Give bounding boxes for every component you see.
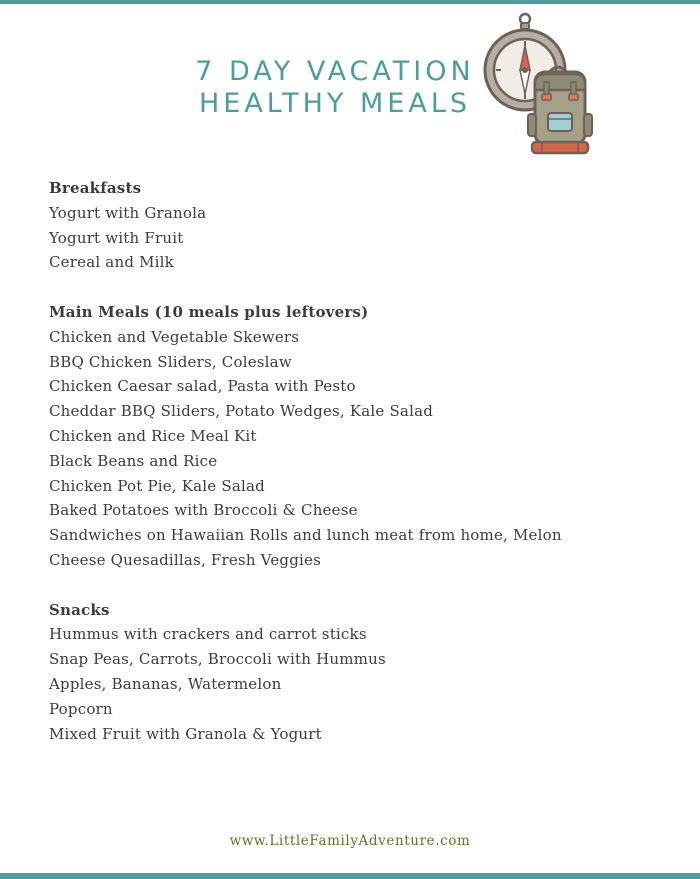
top-accent-bar: [0, 0, 700, 4]
list-item: Yogurt with Granola: [49, 203, 207, 222]
list-item: Cereal and Milk: [49, 253, 174, 272]
page-title-line-2: HEALTHY MEALS: [198, 88, 472, 119]
breakfasts-heading: Breakfasts: [49, 179, 142, 197]
list-item: Chicken Pot Pie, Kale Salad: [49, 476, 265, 495]
list-item: Black Beans and Rice: [49, 451, 218, 470]
backpack-icon: [528, 67, 592, 153]
list-item: Baked Potatoes with Broccoli & Cheese: [49, 501, 358, 520]
snacks-section: [49, 598, 669, 747]
list-item: Cheese Quesadillas, Fresh Veggies: [49, 550, 321, 569]
list-item: Yogurt with Fruit: [49, 228, 184, 247]
list-item: Snap Peas, Carrots, Broccoli with Hummus: [49, 650, 386, 669]
list-item: BBQ Chicken Sliders, Coleslaw: [49, 352, 292, 371]
main-meals-section: [49, 300, 669, 573]
list-item: Chicken and Rice Meal Kit: [49, 426, 257, 445]
travel-illustration: [478, 10, 598, 158]
main-meals-heading: Main Meals (10 meals plus leftovers): [49, 302, 369, 321]
snacks-heading: Snacks: [49, 600, 110, 619]
breakfasts-section: [49, 176, 669, 275]
list-item: Chicken and Vegetable Skewers: [49, 327, 300, 346]
list-item: Mixed Fruit with Granola & Yogurt: [49, 724, 322, 743]
page-title-line-1: 7 DAY VACATION: [195, 56, 475, 87]
footer-website-link[interactable]: www.LittleFamilyAdventure.com: [229, 833, 471, 849]
list-item: Chicken Caesar salad, Pasta with Pesto: [49, 377, 356, 396]
list-item: Sandwiches on Hawaiian Rolls and lunch meat from home, Melon: [49, 526, 562, 545]
list-item: Cheddar BBQ Sliders, Potato Wedges, Kale Salad: [49, 402, 434, 421]
list-item: Hummus with crackers and carrot sticks: [49, 625, 367, 644]
bottom-accent-bar: [0, 873, 700, 879]
list-item: Popcorn: [49, 699, 113, 718]
meal-plan-content: [49, 176, 669, 771]
list-item: Apples, Bananas, Watermelon: [49, 674, 282, 693]
